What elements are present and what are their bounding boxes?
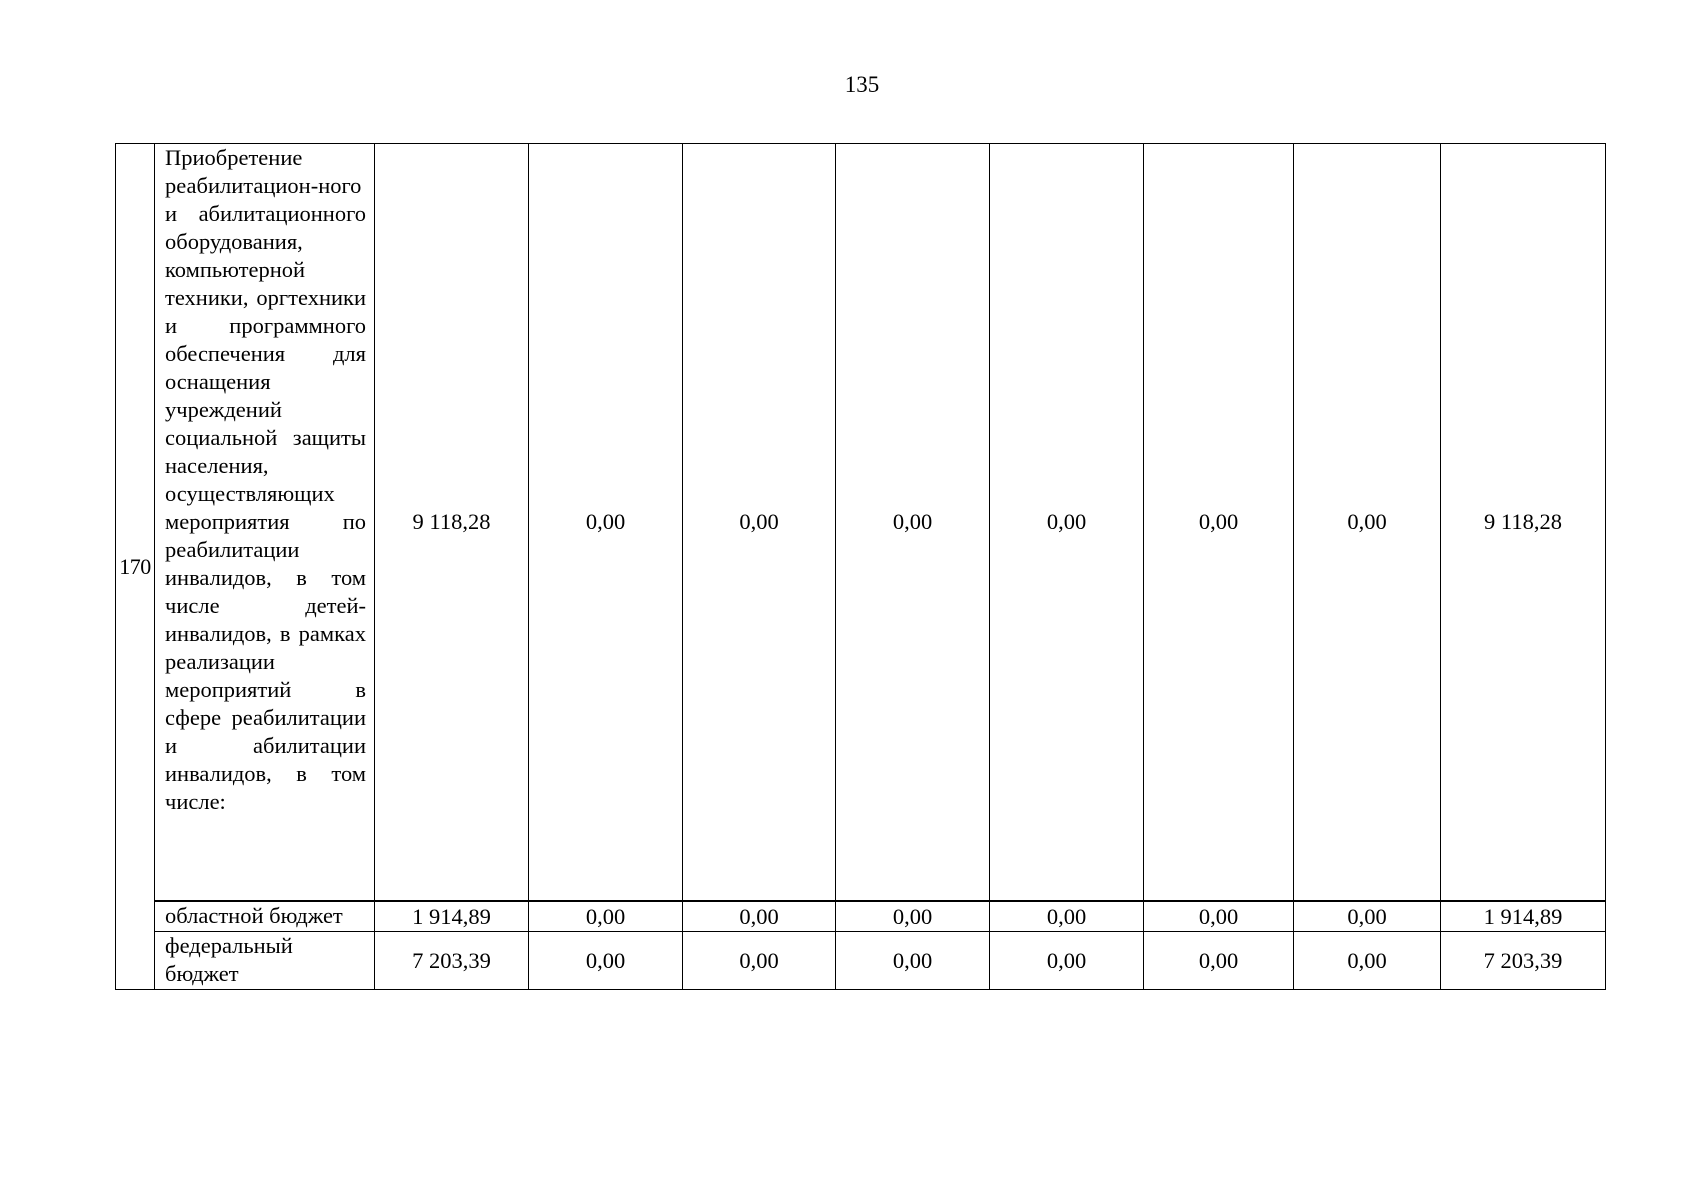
value-cell: 0,00 [683, 901, 836, 932]
sub-row-name: областной бюджет [155, 901, 375, 932]
value-cell: 0,00 [836, 901, 990, 932]
value-cell: 0,00 [1294, 144, 1441, 902]
value-cell: 0,00 [529, 932, 683, 990]
value-cell: 0,00 [1144, 932, 1294, 990]
value-cell: 0,00 [990, 901, 1144, 932]
value-cell: 0,00 [836, 144, 990, 902]
value-cell: 1 914,89 [375, 901, 529, 932]
value-cell: 9 118,28 [1441, 144, 1606, 902]
value-cell: 7 203,39 [375, 932, 529, 990]
value-cell: 0,00 [683, 144, 836, 902]
value-cell: 0,00 [529, 144, 683, 902]
value-cell: 9 118,28 [375, 144, 529, 902]
row-name: Приобретение реабилитацион-ного и абилитационного оборудования, компьютерной техники, оргтехники и программного обеспечения для оснащения учреждений социальной защиты населения, осуществляющих мероприятия по реабилитации инвалидов, в том числе детей-инвалидов, в рамках реализации мероприятий в сфере реабилитации и абилитации инвалидов, в том числе: [155, 144, 375, 902]
budget-table [115, 143, 1606, 990]
table-row [116, 901, 1606, 932]
value-cell: 0,00 [990, 932, 1144, 990]
value-cell: 0,00 [990, 144, 1144, 902]
row-number: 170 [116, 144, 155, 990]
value-cell: 0,00 [1144, 144, 1294, 902]
value-cell: 1 914,89 [1441, 901, 1606, 932]
sub-row-name: федеральный бюджет [155, 932, 375, 990]
value-cell: 0,00 [1294, 901, 1441, 932]
page-number: 135 [844, 72, 880, 97]
value-cell: 0,00 [1294, 932, 1441, 990]
value-cell: 0,00 [529, 901, 683, 932]
table-row [116, 144, 1606, 902]
table-row [116, 932, 1606, 990]
value-cell: 0,00 [683, 932, 836, 990]
value-cell: 0,00 [1144, 901, 1294, 932]
value-cell: 0,00 [836, 932, 990, 990]
value-cell: 7 203,39 [1441, 932, 1606, 990]
